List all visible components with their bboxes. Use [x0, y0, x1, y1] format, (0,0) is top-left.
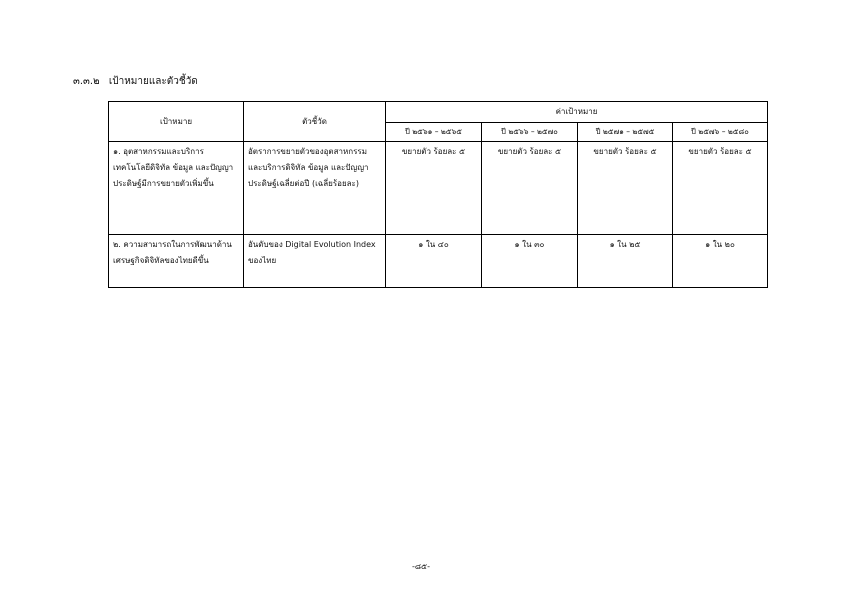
- header-target-group: ค่าเป้าหมาย: [386, 102, 768, 123]
- target-cell: ขยายตัว ร้อยละ ๕: [482, 142, 578, 235]
- table-row: [109, 142, 768, 235]
- header-year-1: ปี ๒๕๖๑ – ๒๕๖๕: [386, 123, 482, 142]
- table-row: [109, 235, 768, 288]
- header-year-3: ปี ๒๕๗๑ – ๒๕๗๕: [578, 123, 673, 142]
- section-title: เป้าหมายและตัวชี้วัด: [108, 76, 198, 87]
- indicator-cell: อัตราการขยายตัวของอุตสาหกรรมและบริการดิจิทัล ข้อมูล และปัญญาประดิษฐ์เฉลี่ยต่อปี (เฉลี่ยร้อยละ): [244, 142, 386, 235]
- target-cell: ๑ ใน ๒๐: [673, 235, 768, 288]
- target-cell: ขยายตัว ร้อยละ ๕: [673, 142, 768, 235]
- header-goal: เป้าหมาย: [109, 102, 244, 142]
- target-cell: ๑ ใน ๓๐: [482, 235, 578, 288]
- target-cell: ๑ ใน ๔๐: [386, 235, 482, 288]
- section-heading: [73, 74, 198, 89]
- goal-cell: ๒. ความสามารถในการพัฒนาด้านเศรษฐกิจดิจิทัลของไทยดีขึ้น: [109, 235, 244, 288]
- header-indicator: ตัวชี้วัด: [244, 102, 386, 142]
- target-cell: ขยายตัว ร้อยละ ๕: [386, 142, 482, 235]
- goal-cell: ๑. อุตสาหกรรมและบริการเทคโนโลยีดิจิทัล ข้อมูล และปัญญาประดิษฐ์มีการขยายตัวเพิ่มขึ้น: [109, 142, 244, 235]
- goals-indicators-table: [108, 101, 768, 288]
- header-year-2: ปี ๒๕๖๖ – ๒๕๗๐: [482, 123, 578, 142]
- target-cell: ๑ ใน ๒๕: [578, 235, 673, 288]
- target-cell: ขยายตัว ร้อยละ ๕: [578, 142, 673, 235]
- section-number: ๓.๓.๒: [73, 76, 100, 87]
- indicator-cell: อันดับของ Digital Evolution Index ของไทย: [244, 235, 386, 288]
- header-year-4: ปี ๒๕๗๖ – ๒๕๘๐: [673, 123, 768, 142]
- page-number: -๘๕-: [412, 562, 430, 571]
